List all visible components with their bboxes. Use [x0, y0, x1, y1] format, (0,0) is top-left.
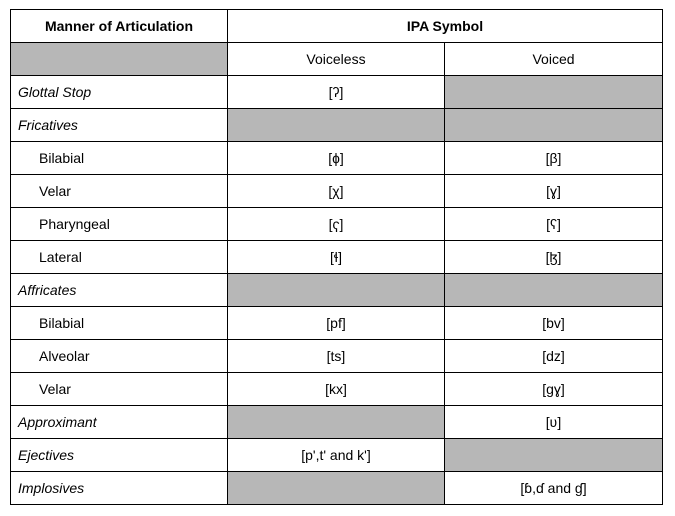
row-label: Pharyngeal	[11, 208, 228, 241]
table-row	[11, 340, 663, 373]
voiceless-cell	[228, 274, 445, 307]
voiced-cell: [ʕ]	[445, 208, 663, 241]
voiceless-cell: [p',t' and k']	[228, 439, 445, 472]
table-row	[11, 109, 663, 142]
header-manner: Manner of Articulation	[11, 10, 228, 43]
voiced-cell	[445, 76, 663, 109]
voiceless-cell: [pf]	[228, 307, 445, 340]
table-row	[11, 208, 663, 241]
table-row	[11, 307, 663, 340]
table-row	[11, 274, 663, 307]
ipa-table-container	[10, 9, 663, 505]
voiceless-cell: [kx]	[228, 373, 445, 406]
row-label: Glottal Stop	[11, 76, 228, 109]
subheader-voiceless: Voiceless	[228, 43, 445, 76]
row-label: Implosives	[11, 472, 228, 505]
voiceless-cell: [ɸ]	[228, 142, 445, 175]
row-label: Bilabial	[11, 142, 228, 175]
voiceless-cell	[228, 472, 445, 505]
row-label: Affricates	[11, 274, 228, 307]
table-row	[11, 142, 663, 175]
row-label: Alveolar	[11, 340, 228, 373]
table-row	[11, 439, 663, 472]
subheader-blank-cell	[11, 43, 228, 76]
voiced-cell: [dz]	[445, 340, 663, 373]
voiceless-cell: [ʔ]	[228, 76, 445, 109]
subheader-row	[11, 43, 663, 76]
row-label: Approximant	[11, 406, 228, 439]
voiceless-cell: [ɬ]	[228, 241, 445, 274]
subheader-voiced: Voiced	[445, 43, 663, 76]
table-row	[11, 472, 663, 505]
voiceless-cell: [ҁ]	[228, 208, 445, 241]
voiceless-cell	[228, 406, 445, 439]
ipa-table	[10, 9, 663, 505]
table-row	[11, 241, 663, 274]
voiced-cell: [bv]	[445, 307, 663, 340]
table-row	[11, 406, 663, 439]
table-row	[11, 175, 663, 208]
header-ipa-symbol: IPA Symbol	[228, 10, 663, 43]
table-row	[11, 373, 663, 406]
row-label: Fricatives	[11, 109, 228, 142]
row-label: Bilabial	[11, 307, 228, 340]
voiceless-cell: [ts]	[228, 340, 445, 373]
voiced-cell: [ɣ]	[445, 175, 663, 208]
voiced-cell	[445, 274, 663, 307]
voiced-cell	[445, 439, 663, 472]
header-row	[11, 10, 663, 43]
voiced-cell: [ɮ]	[445, 241, 663, 274]
row-label: Lateral	[11, 241, 228, 274]
row-label: Velar	[11, 175, 228, 208]
voiced-cell: [ʋ]	[445, 406, 663, 439]
voiceless-cell: [χ]	[228, 175, 445, 208]
voiced-cell: [ɓ,ɗ and ɠ]	[445, 472, 663, 505]
voiced-cell	[445, 109, 663, 142]
table-row	[11, 76, 663, 109]
voiceless-cell	[228, 109, 445, 142]
voiced-cell: [gɣ]	[445, 373, 663, 406]
row-label: Velar	[11, 373, 228, 406]
voiced-cell: [β]	[445, 142, 663, 175]
row-label: Ejectives	[11, 439, 228, 472]
